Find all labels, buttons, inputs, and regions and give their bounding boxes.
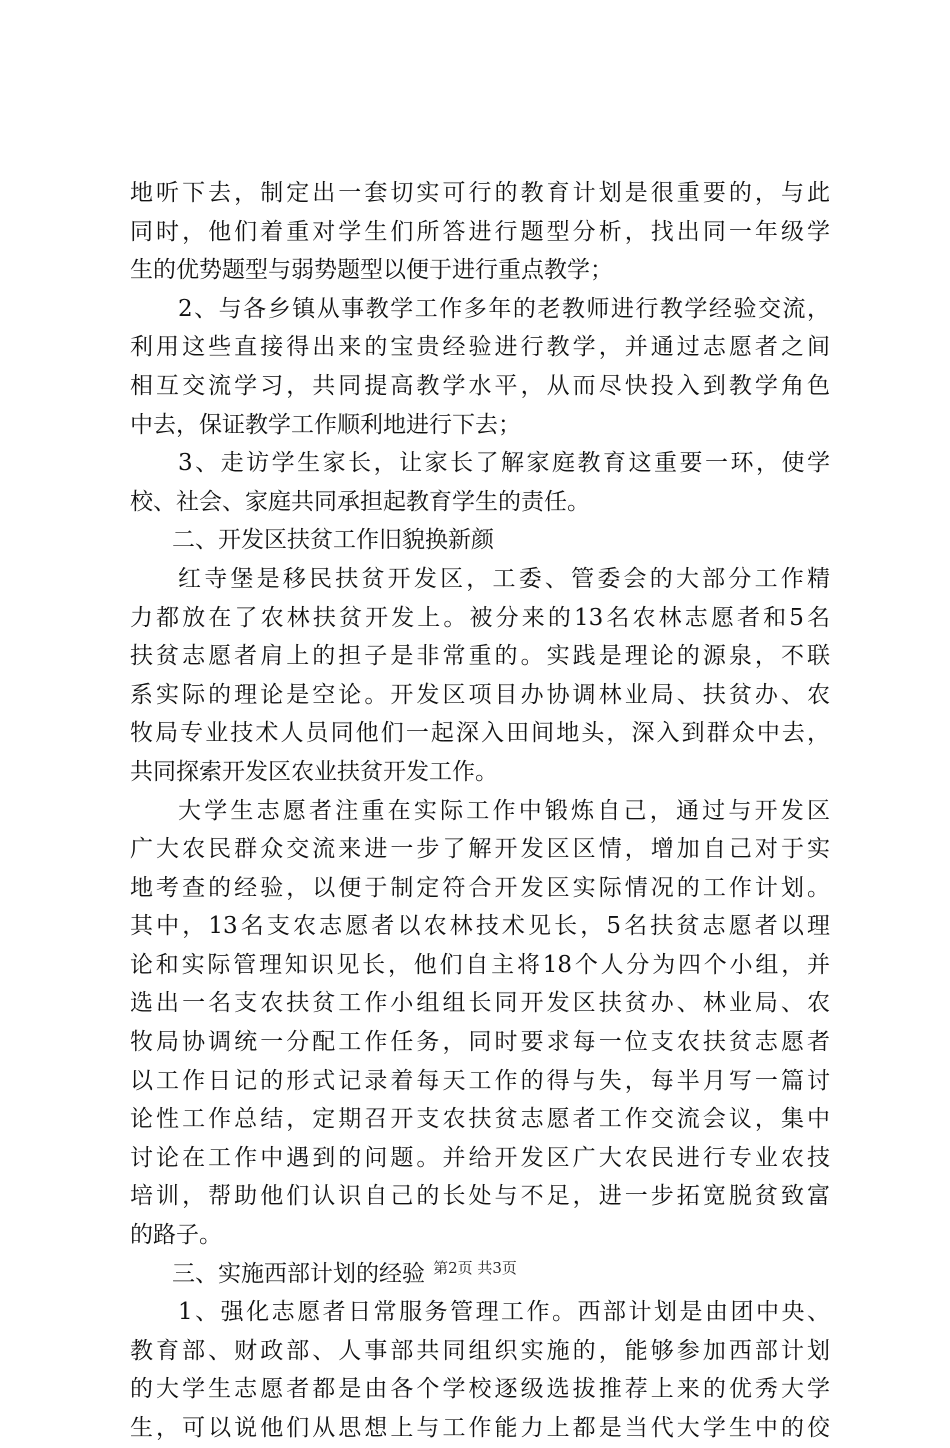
text-line: 地考查的经验，以便于制定符合开发区实际情况的工作计划。 [130,874,830,901]
text-line: 红寺堡是移民扶贫开发区，工委、管委会的大部分工作精 [178,565,830,592]
text-line: 其中，13名支农志愿者以农林技术见长，5名扶贫志愿者以理 [130,913,830,940]
page-number-footer: 第2页 共3页 [433,1259,517,1277]
text-line: 的大学生志愿者都是由各个学校逐级选拔推荐上来的优秀大学 [130,1376,830,1403]
text-line: 中去，保证教学工作顺利地进行下去； [130,411,521,438]
text-line: 系实际的理论是空论。开发区项目办协调林业局、扶贫办、农 [130,681,830,708]
text-line: 校、社会、家庭共同承担起教育学生的责任。 [130,488,590,515]
text-line: 广大农民群众交流来进一步了解开发区区情，增加自己对于实 [130,836,830,863]
text-line: 力都放在了农林扶贫开发上。被分来的13名农林志愿者和5名 [130,604,830,631]
text-line: 利用这些直接得出来的宝贵经验进行教学，并通过志愿者之间 [130,334,830,361]
text-line: 同时，他们着重对学生们所答进行题型分析，找出同一年级学 [130,218,830,245]
text-line: 共同探索开发区农业扶贫开发工作。 [130,758,498,785]
text-line: 牧局协调统一分配工作任务，同时要求每一位支农扶贫志愿者 [130,1029,830,1056]
text-line: 选出一名支农扶贫工作小组组长同开发区扶贫办、林业局、农 [130,990,830,1017]
text-line: 大学生志愿者注重在实际工作中锻炼自己，通过与开发区 [178,797,830,824]
text-line: 2、与各乡镇从事教学工作多年的老教师进行教学经验交流， [178,295,830,322]
text-line: 论性工作总结，定期召开支农扶贫志愿者工作交流会议，集中 [130,1106,830,1133]
text-line: 生，可以说他们从思想上与工作能力上都是当代大学生中的佼 [130,1415,830,1441]
text-line: 地听下去，制定出一套切实可行的教育计划是很重要的，与此 [130,180,830,206]
section-heading: 二、开发区扶贫工作旧貌换新颜 [172,527,494,554]
text-line: 生的优势题型与弱势题型以便于进行重点教学； [130,257,613,284]
text-line: 1、强化志愿者日常服务管理工作。西部计划是由团中央、 [178,1299,830,1326]
text-line: 扶贫志愿者肩上的担子是非常重的。实践是理论的源泉，不联 [130,643,830,670]
text-line: 讨论在工作中遇到的问题。并给开发区广大农民进行专业农技 [130,1144,830,1171]
text-line: 的路子。 [130,1222,222,1249]
section-heading: 三、实施西部计划的经验 [172,1260,425,1287]
text-line: 培训，帮助他们认识自己的长处与不足，进一步拓宽脱贫致富 [130,1183,830,1210]
text-line: 3、走访学生家长，让家长了解家庭教育这重要一环，使学 [178,450,830,477]
text-line: 教育部、财政部、人事部共同组织实施的，能够参加西部计划 [130,1337,830,1364]
text-line: 牧局专业技术人员同他们一起深入田间地头，深入到群众中去， [130,720,830,747]
text-line: 以工作日记的形式记录着每天工作的得与失，每半月写一篇讨 [130,1067,830,1094]
text-line: 相互交流学习，共同提高教学水平，从而尽快投入到教学角色 [130,372,830,399]
text-line: 论和实际管理知识见长，他们自主将18个人分为四个小组，并 [130,951,830,978]
